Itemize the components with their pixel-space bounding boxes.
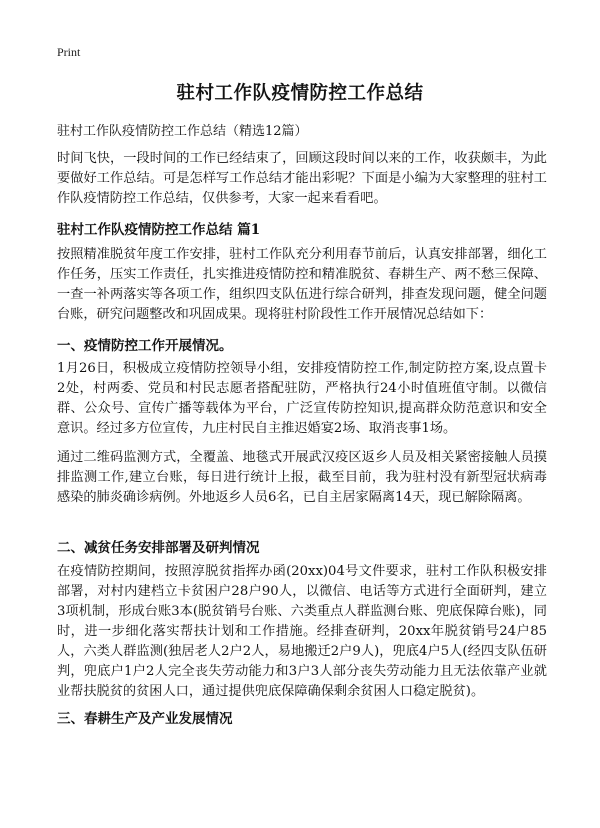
section-title: 驻村工作队疫情防控工作总结 篇1 <box>57 222 261 238</box>
document-subtitle: 驻村工作队疫情防控工作总结（精选12篇） <box>57 124 308 139</box>
body-paragraph: 在疫情防控期间，按照淳脱贫指挥办函(20xx)04号文件要求，驻村工作队积极安排部署，对村内建档立卡贫困户28户90人，以微信、电话等方式进行全面研判，建立3项机制，形成台账3本(脱贫销号台账、六类重点人群监测台账、兜底保障台账)，同时，进一步细化落实帮扶计划和工作措施。经排查研判，20xx年脱贫销号24户85人，六类人群监测(独居老人2户2人，易地搬迁2户9人)，兜底4户5人(经四支队伍研判，兜底户1户2人完全丧失劳动能力和3户3人部分丧失劳动能力且无法依靠产业就业帮扶脱贫的贫困人口，通过提供兜底保障确保剩余贫困人口稳定脱贫)。 <box>57 564 547 699</box>
section-heading: 二、减贫任务安排部署及研判情况 <box>57 540 260 556</box>
intro-paragraph: 时间飞快，一段时间的工作已经结束了，回顾这段时间以来的工作，收获颇丰，为此要做好工作总结。可是怎样写工作总结才能出彩呢？下面是小编为大家整理的驻村工作队疫情防控工作总结，仅供参考，大家一起来看看吧。 <box>57 151 547 206</box>
body-paragraph: 按照精准脱贫年度工作安排，驻村工作队充分利用春节前后，认真安排部署，细化工作任务，压实工作责任，扎实推进疫情防控和精准脱贫、春耕生产、两不愁三保障、一查一补两落实等各项工作，组织四支队伍进行综合研判，排查发现问题，健全问题台账，研究问题整改和巩固成果。现将驻村阶段性工作开展情况总结如下： <box>57 247 547 322</box>
print-link[interactable]: Print <box>57 45 81 59</box>
section-heading: 三、春耕生产及产业发展情况 <box>57 711 233 727</box>
body-paragraph: 1月26日，积极成立疫情防控领导小组，安排疫情防控工作,制定防控方案,设点置卡2处，村两委、党员和村民志愿者搭配驻防，严格执行24小时值班值守制。以微信群、公众号、宣传广播等载体为平台，广泛宣传防控知识,提高群众防范意识和安全意识。经过多方位宣传，九庄村民自主推迟婚宴2场、取消丧事1场。 <box>57 361 547 436</box>
document-title: 驻村工作队疫情防控工作总结 <box>176 83 424 104</box>
body-paragraph: 通过二维码监测方式，全覆盖、地毯式开展武汉疫区返乡人员及相关紧密接触人员摸排监测工作,建立台账，每日进行统计上报，截至目前，我为驻村没有新型冠状病毒感染的肺炎确诊病例。外地返乡人员6名，已自主居家隔离14天，现已解除隔离。 <box>57 450 547 505</box>
section-heading: 一、疫情防控工作开展情况。 <box>57 338 233 354</box>
